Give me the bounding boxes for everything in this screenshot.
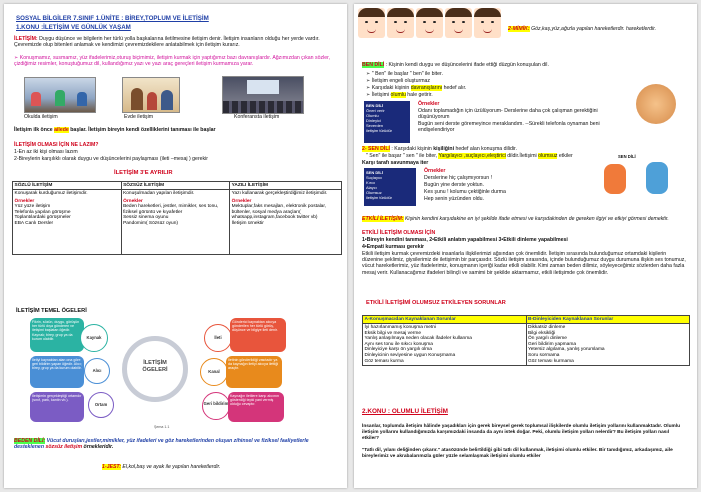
topic-title: 1.KONU :İLETİŞİM VE GÜNLÜK YAŞAM [16, 24, 131, 31]
why-item-2: 2-Bireylerin karşılıklı olarak duygu ve düşüncelerini paylaşması (ileti –mesaj ) gerekir [14, 156, 209, 162]
jest-definition: 1-JEST: El,kol,baş ve ayak ile yapılan hareketlerdir. [102, 464, 221, 470]
face-photo [474, 8, 501, 38]
family-sentence: İletişim ilk önce ailede başlar. İletişim bireyin kendi özelliklerini tanıması ile başlar [14, 127, 216, 133]
etkili-items: 1•Bireyin kendini tanıması, 2•Etkili anlatım yapabilmesi 3•Etkili dinleme yapabilmesi [362, 237, 568, 243]
sen-example-1: Derslerine hiç çalışmıyorsun ! [424, 175, 493, 181]
desc-kaynak: Fikrin, sözün, duygu, görüşün her türlü dışa gönderen ve iletişimi başlatan öğedir. Kaynak; birey, grup ya da kurum olabilir. [30, 318, 84, 352]
cell-sozsuz: Konuşulmadan yapılan iletişimdir. Örnekler Beden hareketleri, jestler, mimikler, ses tonu, fiziksel görüntü ve kıyafetler Sessiz sinema oyunu Pandomim( Sözsüz oyun) [121, 190, 230, 255]
topic-2-paragraph: İnsanlar, toplumda iletişim hâlinde yaşadıkları için gerek bireysel gerek toplumsal ilişkilerde olumlu iletişim yollarını kullanmaktadır. Olumlu iletişim yollarını kullandığımızda karşımızdaki insanda da aynı istek doğar. Peki, olumlu iletişim yolları nelerdir? Bu iletişim yolları nasıl etkiler? [362, 424, 681, 441]
node-geri-bildirim: Geri bildirim [202, 392, 230, 420]
etkili-item-4: 4•Empati kurması gerekir [362, 244, 425, 250]
face-photo [445, 8, 472, 38]
node-alici: Alıcı [84, 358, 110, 384]
desc-ileti: Gönderici kaynaktan alıcıya gönderilen her türlü görüş, düşünce ve bilgiye ileti denir. [230, 318, 286, 352]
ben-line-3: ➢ Karşıdaki kişinin davranışlarını hedef alır. [366, 85, 467, 91]
sen-line-2: Karşı tarafı savunmaya iter [362, 160, 429, 166]
ben-dili-box: BEN DİLİ Öneri verir Olumlu Dinleyici Severden iletişim türüdür [364, 101, 410, 143]
sen-illustration-a [604, 164, 626, 194]
diagram-caption: Şema 1.1 [154, 425, 170, 429]
unit-header: SOSYAL BİLGİLER 7.SINIF 1.ÜNİTE : BİREY,TOPLUM VE İLETİŞİM [16, 15, 209, 22]
etkili-need-title: ETKİLİ İLETİŞİM OLMASI İÇİN [362, 230, 436, 236]
topic-2-title: 2.KONU : OLUMLU İLETİŞİM [362, 408, 448, 415]
mimik-definition: 2-MİMİK: Göz,kaş,yüz,ağızla yapılan hareketlerdir. hareketlerdir. [508, 26, 657, 32]
factors-cell-b: Dikkatsiz dinleme Bilgi eksikliği Ön yargılı dinleme Geri bildirim yapmama Yetersiz algılama, yanlış yorumlama Soru sormama Göz teması kurmama [526, 324, 690, 366]
ben-line-4: ➢ İletişimi olumlu hale getirir. [366, 92, 433, 98]
factors-table [362, 315, 690, 366]
ben-example-1: Odanı toplamadığın için üzülüyorum- Derslerine daha çok çalışman gerektiğini düşünüyorum [418, 108, 598, 121]
desc-alici: İletiyi kaynaktan alan ona göre geri bildirim yapan öğedir. Alıcı; birey, grup ya da kurum olabilir. [30, 356, 84, 388]
face-photo [387, 8, 414, 38]
col-header-sozsuz: SÖZSÜZ İLETİŞİM [121, 182, 230, 190]
factors-cell-a: İyi hazırlanmamış konuşma metni Eksik bilgi ve mesaj verme Yanlış anlaşılmaya neden olacak ifadeler kullanma Aynı ses tonu ile sıkıcı konuşma Dinleyiciye karşı ön yargılı olma Dinleyicinin seviyesine uygun Konuşmama Göz teması kurma [363, 324, 527, 366]
ben-example-2: Bugün seni derste göremeyince meraklandım. --Sürekli telefonla oynaman beni endişelendiriyor [418, 121, 600, 134]
etkili-paragraph: Etkili iletişim kurmak çevremizdeki insanlarla ilişkilerimizi ağsından çok önemlidir. İletişim sırasında bulunduğumuz ortamdaki kişilerin düzenine şeklimiz, giysilerimiz de iletişimin bir parçasıdır. Sözlü iletişim sırasında, içinde bulunduğumuz duygu durumuna ilişkin ses tonumuz, vücut hareketlerimiz, yüz ifadelerimiz, konuşmanın içeriği kadar etkili olabilir. Kimi zaman beden dilimiz, söyleyeceğimiz sözlerden daha fazla mesaj verir. Kullanacağımız ifadeleri bilinçli ve samimi bir şekilde aktarmamız, etkili iletişimde çok önemlidir. [362, 251, 686, 276]
ben-line-2: ➢ İletişim engeli oluşturmaz [366, 78, 431, 84]
topic-2-paragraph-2: "Tatlı dil, yılanı deliğinden çıkarır." atasözünde belirtildiği gibi tatlı dil kullanmak, iletişimi olumlu etkiler. Bir tanıdığımız, arkadaşımız, aile bireylerimiz ve akrabalarımızla güler yüzle selamlaşmak iletişimi olumlu etkiler [362, 448, 673, 459]
ben-illustration [636, 84, 676, 124]
face-strip [354, 4, 504, 44]
sen-line-1: " Sen" ile başar " sen " ile biter, Yargılayıcı ,suçlayıcı,eleştirici dildir.İletişimi olumsuz etkiler [366, 153, 573, 159]
desc-kanal: İletinin gönderildiği vasıtadır ya da kaynağın iletiyi alıcıya ilettiği araçtır. [226, 356, 282, 388]
desc-geri-bildirim: Kaynağın iletilere karşı alıcının gösterdiği tepki yani vermiş olduğu cevaptır. [228, 392, 284, 422]
node-kanal: Kanal [200, 358, 228, 386]
factors-header-b: B-Dinleyiciden Kaynaklanan Sorunlar [526, 316, 690, 324]
ben-examples-label: Örnekler [418, 101, 440, 107]
factors-header-a: A-Konuşmacıdan Kaynaklanan Sorunlar [363, 316, 527, 324]
node-ileti: İleti [204, 324, 232, 352]
etkili-definition: ETKİLİ İLETİŞİM: Kişinin kendini karşıdakine en iyi şekilde ifade etmesi ve karşıdakinden de gereken ilgiyi ve etkiyi görmesi demektir. [362, 216, 669, 222]
cell-yazili: Yazı kullanarak gerçekleştirdiğimiz iletişimdir. Örnekler Mektuplar,faks mesajları, elektronik postalar, bültenler, sosyal medya araçları( whatsapp,instagram,facebook twitter vb) İletişim ürnektir [230, 190, 342, 255]
sen-example-4: Hep senin yüzünden oldu. [424, 196, 484, 202]
desc-ortam: İletişimin gerçekleştiği ortamdır (sınıf, park, kantin vb.). [30, 392, 84, 422]
family-photo [122, 77, 180, 113]
iletisim-means: ➢ Konuşmamız, susmamız, yüz ifadelerimiz,oturuş biçimimiz, iletişim kurmak için yaptığımız bazı davranışlardır. Ağzımızdan çıkan sözler, çizdiğimiz resimler, konuştuğumuz dil, kullandığımız yazı ve yazı araç gereçleri iletişim kurmamıza yarar. [14, 55, 330, 68]
left-page [4, 4, 347, 488]
factors-title: ETKİLİ İLETİŞİMİ OLUMSUZ ETKİLEYEN SORUNLAR [366, 300, 506, 306]
col-header-yazili: YAZILI İLETİŞİM [230, 182, 342, 190]
types-title: İLETİŞİM 3'E AYRILIR [114, 170, 173, 176]
classroom-photo [24, 77, 96, 113]
sen-bubble: SEN DİLİ [618, 154, 636, 159]
photo-caption-home: Evde iletişim [124, 114, 154, 120]
beden-dili-definition: BEDEN DİLİ: Vücut duruşları,jestler,mimikler, yüz ifadeleri ve göz hareketlerinden oluşan zihinsel ve fiziksel faaliyetlerle desteklenen sözsüz iletişim örnekleridir. [14, 438, 309, 451]
cell-sozlu: Konuşarak kurduğumuz iletişimdir. Örnekler Yüz yüze iletişim Telefonla yapılan görüşme Toplantılardaki görüşmeler EBA Canlı Dersler [13, 190, 122, 255]
conference-photo [222, 76, 304, 114]
diagram-center-label: İLETİŞİM ÖGELERİ [142, 360, 168, 373]
why-item-1: 1-En az iki kişi olması lazım [14, 149, 78, 155]
ben-dili-definition: BEN DİLİ : Kişinin kendi duygu ve düşüncelerini ifade ettiği düzgün konuşulan dil. [362, 62, 549, 68]
sen-illustration-b [646, 162, 668, 194]
ben-line-1: ➢ " Ben" ile başlar " ben" ile biter. [366, 71, 443, 77]
face-photo [358, 8, 385, 38]
col-header-sozlu: SÖZLÜ İLETİŞİM [13, 182, 122, 190]
photo-caption-school: Okulda iletişim [24, 114, 58, 120]
node-ortam: Ortam [88, 392, 114, 418]
sen-dili-box: SEN DİLİ Suçlayıcı Kırıcı Alaycı Olumsuz iletişim türüdür [364, 168, 416, 206]
sen-examples-label: Örnekler [424, 168, 446, 174]
iletisim-definition: İLETİŞİM: Duygu düşünce ve bilgilerin her türlü yolla başkalarına iletilmesine iletişim denir. İletişim insanların olduğu her yerde vardır. Çevremizde olup bitenleri anlamak ve kendimizi çevremizdekilere anlatabilmek için iletişim kurarız. [14, 36, 320, 49]
node-kaynak: Kaynak [80, 324, 108, 352]
face-photo [416, 8, 443, 38]
right-page [354, 4, 697, 488]
why-title: İLETİŞİM OLMASI İÇİN NE LAZIM? [14, 142, 99, 148]
elements-diagram [4, 316, 347, 434]
sen-example-2: Bugün yine derste yoktun. [424, 182, 484, 188]
sen-example-3: Kes şunu ! kolumu çektiğinle durma [424, 189, 506, 195]
sen-dili-definition: 2- SEN DİLİ : Karşıdaki kişinin kişiliğini hedef alan konuşma dilidir. [362, 146, 517, 152]
photo-caption-conference: Konferansta iletişim [234, 114, 280, 120]
elements-title: İLETİŞİM TEMEL ÖGELERİ [16, 308, 87, 314]
communication-types-table [12, 181, 342, 255]
